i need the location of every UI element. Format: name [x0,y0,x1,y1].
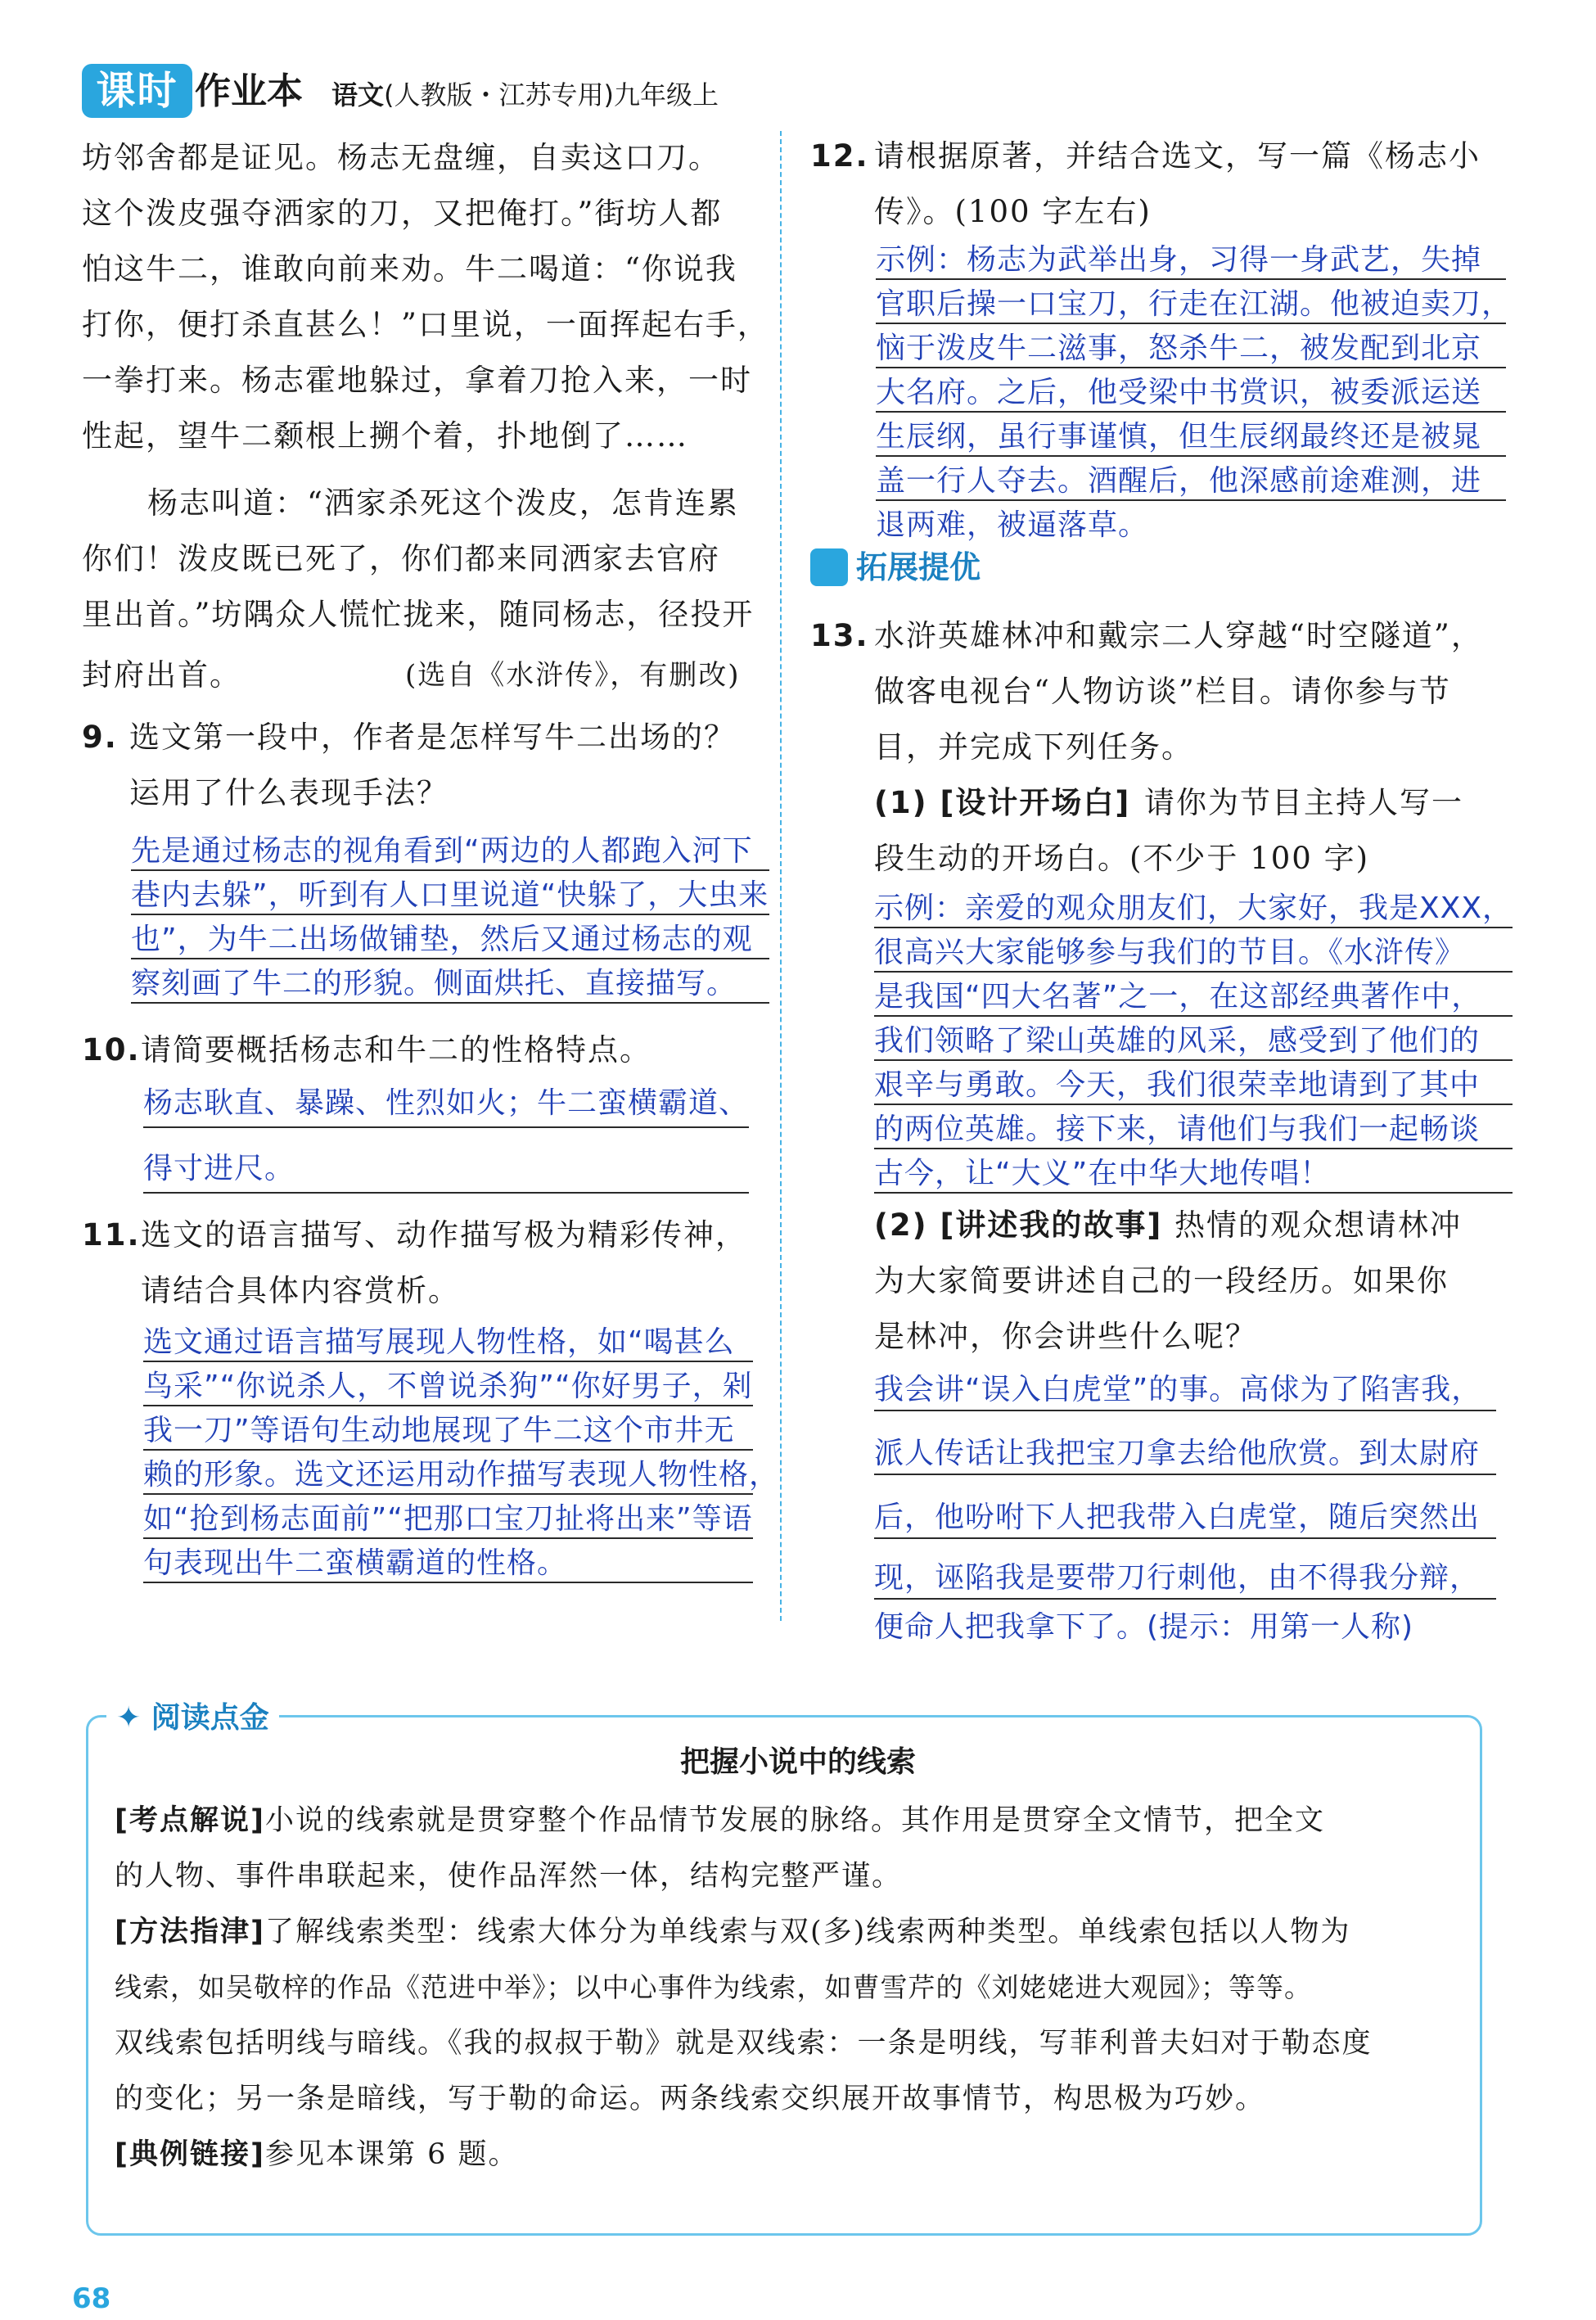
answer-13-1-line: 示例：亲爱的观众朋友们，大家好，我是XXX， [874,891,1513,925]
tips-text: 的人物、事件串联起来，使作品浑然一体，结构完整严谨。 [115,1860,903,1893]
question-number-10: 10. [82,1032,141,1067]
answer-line-rule [874,1148,1513,1149]
answer-line-rule [874,1474,1496,1475]
answer-line-rule [876,367,1506,368]
answer-11-line: 鸟采”“你说杀人，不曾说杀狗”“你好男子，剁 [143,1370,753,1403]
passage-line: 封府出首。 [82,657,241,693]
part1-text: 请你为节目主持人写一 [1144,785,1463,820]
answer-11-line: 句表现出牛二蛮横霸道的性格。 [143,1546,568,1580]
answer-line-rule [143,1493,753,1495]
tips-tag: [方法指津] [115,1916,265,1948]
answer-13-2-line: 我会讲“误入白虎堂”的事。高俅为了陷害我， [874,1373,1482,1406]
answer-line-rule [874,1192,1513,1194]
answer-line-rule [874,971,1513,973]
answer-10-line: 杨志耿直、暴躁、性烈如火；牛二蛮横霸道、 [143,1086,750,1120]
question-number-12: 12. [810,138,869,174]
answer-13-1-line: 我们领略了梁山英雄的风采，感受到了他们的 [874,1024,1481,1058]
question-9-text: 运用了什么表现手法？ [129,775,449,810]
passage-line: 怕这牛二，谁敢向前来劝。牛二喝道：“你说我 [82,251,737,287]
tips-text: 参见本课第 6 题。 [265,2138,519,2171]
answer-12-line: 恼于泼皮牛二滋事，怒杀牛二，被发配到北京 [876,332,1482,365]
passage-line: 你们！泼皮既已死了，你们都来同洒家去官府 [82,541,720,576]
answer-line-rule [874,1410,1496,1411]
answer-line-rule [143,1361,753,1362]
passage-line: 这个泼皮强夺洒家的刀，又把俺打。”街坊人都 [82,196,723,231]
answer-line-rule [131,958,769,959]
tips-text: 了解线索类型：线索大体分为单线索与双(多)线索两种类型。单线索包括以人物为 [265,1916,1351,1948]
logo-keshi: 课时 [82,64,192,118]
tips-text: 的变化；另一条是暗线，写于勒的命运。两条线索交织展开故事情节，构思极为巧妙。 [115,2083,1266,2115]
answer-line-rule [876,323,1506,324]
edition-label: (人教版・江苏专用)九年级上 [384,79,719,111]
answer-13-2-line: 后，他吩咐下人把我带入白虎堂，随后突然出 [874,1501,1481,1534]
logo-zuoyeben: 作业本 [195,70,303,112]
reading-tips-label [106,1699,279,1737]
part2-text: 热情的观众想请林冲 [1174,1207,1462,1243]
answer-line-rule [874,927,1513,928]
tips-tag: [考点解说] [115,1804,265,1837]
answer-12-line: 盖一行人夺去。酒醒后，他深感前途难测，进 [876,464,1482,498]
answer-13-1-line: 古今，让“大义”在中华大地传唱！ [874,1157,1331,1190]
page-number: 68 [72,2282,111,2315]
answer-line-rule [876,411,1506,413]
answer-line-rule [874,1537,1496,1539]
pencil-icon [810,548,848,586]
answer-line-rule [131,869,769,871]
answer-line-rule [143,1192,749,1194]
answer-12-line: 示例：杨志为武举出身，习得一身武艺，失掉 [876,243,1482,277]
answer-12-line: 大名府。之后，他受梁中书赏识，被委派运送 [876,376,1482,409]
part2-label: (2) [讲述我的故事] [874,1207,1163,1243]
subject-label: 语文 [331,79,385,111]
reading-tips-title: 把握小说中的线索 [679,1745,916,1779]
answer-line-rule [131,914,769,915]
tips-line [115,2079,1265,2119]
question-number-9: 9. [82,720,118,755]
tips-text: 小说的线索就是贯穿整个作品情节发展的脉络。其作用是贯穿全文情节，把全文 [265,1804,1326,1837]
question-13-text: 目，并完成下列任务。 [874,729,1193,765]
answer-13-1-line: 的两位英雄。接下来，请他们与我们一起畅谈 [874,1113,1481,1146]
answer-line-rule [876,499,1506,501]
passage-line: 坊邻舍都是证见。杨志无盘缠，自卖这口刀。 [82,140,720,175]
question-12-text: 传》。(100 字左右) [874,194,1152,229]
tips-text: 线索，如吴敬梓的作品《范进中举》；以中心事件为线索，如曹雪芹的《刘姥姥进大观园》；等等。 [115,1971,1312,2003]
passage-line: 一拳打来。杨志霍地躲过，拿着刀抢入来，一时 [82,363,752,398]
answer-9-line: 巷内去躲”，听到有人口里说道“快躲了，大虫来 [131,878,769,912]
answer-13-2-line: 便命人把我拿下了。(提示：用第一人称) [874,1610,1414,1644]
answer-13-1-line: 是我国“四大名著”之一，在这部经典著作中， [874,980,1482,1013]
answer-13-1-line: 很高兴大家能够参与我们的节目。《水浒传》 [874,936,1466,969]
answer-line-rule [143,1582,753,1583]
question-10-text: 请简要概括杨志和牛二的性格特点。 [141,1032,651,1067]
answer-11-line: 赖的形象。选文还运用动作描写表现人物性格， [143,1458,780,1492]
answer-10-line: 得寸进尺。 [143,1152,295,1185]
question-13-text: 做客电视台“人物访谈”栏目。请你参与节 [874,674,1451,709]
section-heading [810,547,1031,588]
answer-13-2-line: 派人传话让我把宝刀拿去给他欣赏。到太尉府 [874,1437,1481,1470]
answer-9-line: 察刻画了牛二的形貌。侧面烘托、直接描写。 [131,967,737,1000]
tips-line [115,2024,1373,2063]
answer-9-line: 先是通过杨志的视角看到“两边的人都跑入河下 [131,834,753,868]
answer-line-rule [143,1449,753,1451]
answer-12-line: 退两难，被逼落草。 [876,508,1149,542]
question-number-13: 13. [810,618,869,653]
reading-tips-label-text: 阅读点金 [151,1701,269,1735]
part2-text: 为大家简要讲述自己的一段经历。如果你 [874,1263,1449,1298]
part2-text: 是林冲，你会讲些什么呢？ [874,1319,1257,1354]
section-title: 拓展提优 [856,549,981,585]
answer-9-line: 也”，为牛二出场做铺垫，然后又通过杨志的观 [131,923,753,956]
passage-line: 打你，便打杀直甚么！”口里说，一面挥起右手， [82,307,769,342]
part1-label: (1) [设计开场白] [874,785,1131,820]
passage-line: 里出首。”坊隅众人慌忙拢来，随同杨志，径投开 [82,597,755,632]
answer-line-rule [143,1537,753,1539]
tips-line [115,1968,1312,2007]
answer-line-rule [143,1405,753,1406]
answer-11-line: 我一刀”等语句生动地展现了牛二这个市井无 [143,1414,735,1447]
question-12-text: 请根据原著，并结合选文，写一篇《杨志小 [874,138,1481,174]
tips-line [115,2135,519,2174]
tips-line [115,1857,902,1896]
source-note: (选自《水浒传》，有删改) [405,659,741,692]
question-number-11: 11. [82,1217,141,1253]
question-13-text: 水浒英雄林冲和戴宗二人穿越“时空隧道”， [874,618,1483,653]
answer-12-line: 生辰纲，虽行事谨慎，但生辰纲最终还是被晁 [876,420,1482,454]
answer-line-rule [143,1126,749,1128]
answer-11-line: 如“抢到杨志面前”“把那口宝刀扯将出来”等语 [143,1502,753,1536]
column-divider [780,131,782,1621]
tips-line [115,1912,1350,1952]
answer-line-rule [876,278,1506,280]
question-11-text: 选文的语言描写、动作描写极为精彩传神， [141,1217,747,1253]
answer-line-rule [131,1002,769,1004]
question-11-text: 请结合具体内容赏析。 [141,1273,460,1308]
answer-line-rule [874,1104,1513,1105]
answer-line-rule [874,1015,1513,1017]
answer-13-2-line: 现，诬陷我是要带刀行刺他，由不得我分辩， [874,1561,1481,1595]
question-9-text: 选文第一段中，作者是怎样写牛二出场的？ [129,720,736,755]
answer-line-rule [874,1059,1513,1061]
tips-text: 双线索包括明线与暗线。《我的叔叔于勒》就是双线索：一条是明线，写菲利普夫妇对于勒态度 [115,2027,1373,2060]
answer-11-line: 选文通过语言描写展现人物性格，如“喝甚么 [143,1325,735,1359]
answer-12-line: 官职后操一口宝刀，行走在江湖。他被迫卖刀， [876,287,1513,321]
passage-line: 性起，望牛二颡根上搠个着，扑地倒了…… [82,418,688,454]
answer-line-rule [874,1598,1496,1600]
tips-tag: [典例链接] [115,2138,265,2171]
passage-line: 杨志叫道：“洒家杀死这个泼皮，怎肯连累 [147,485,739,521]
book-header [331,77,719,113]
answer-13-1-line: 艰辛与勇敢。今天，我们很荣幸地请到了其中 [874,1068,1481,1102]
part1-text: 段生动的开场白。(不少于 100 字) [874,841,1370,876]
sparkle-icon: ✦ [116,1701,151,1735]
answer-line-rule [876,455,1506,457]
tips-line [115,1801,1325,1840]
